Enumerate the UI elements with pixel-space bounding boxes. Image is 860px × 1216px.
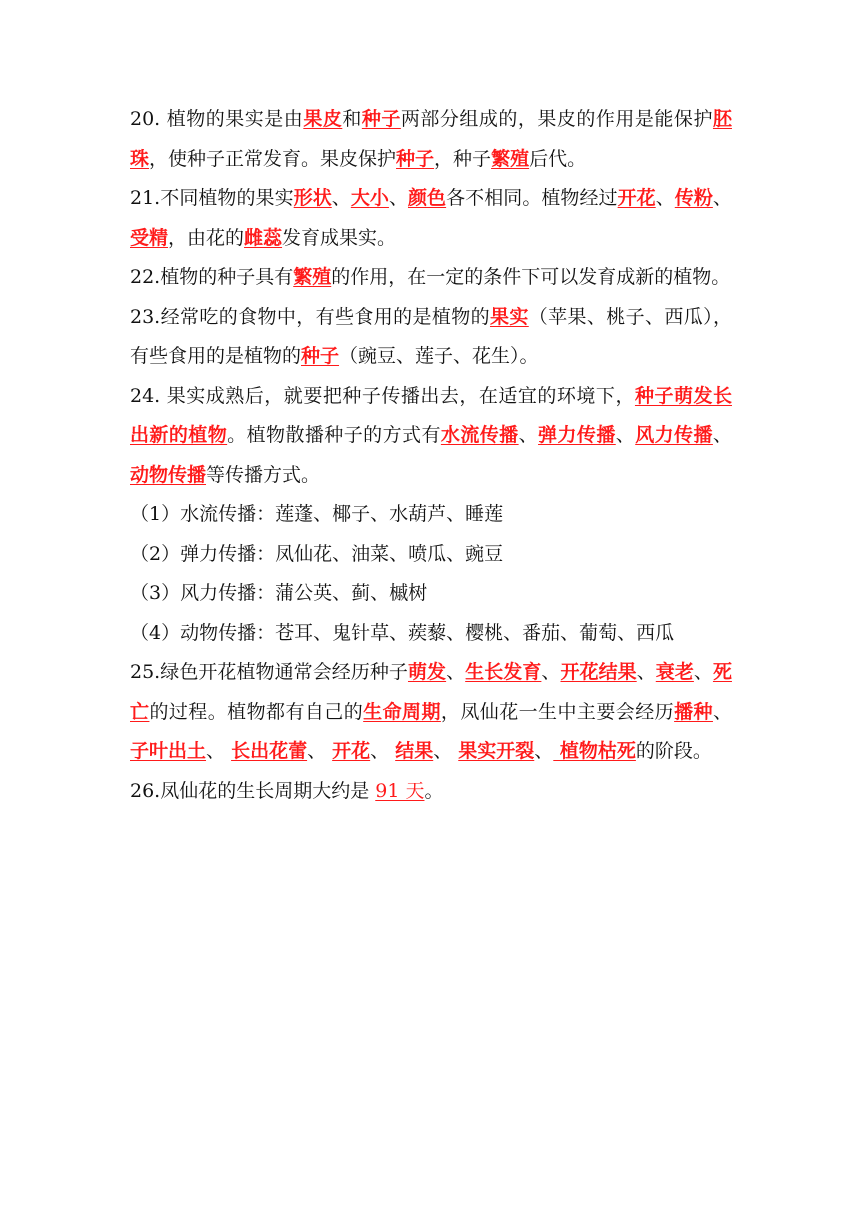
answer-blank: 果实开裂: [458, 740, 535, 762]
question-text: 23.经常吃的食物中，有些食用的是植物的: [130, 305, 490, 328]
question-text: 24. 果实成熟后，就要把种子传播出去，在适宜的环境下，: [130, 384, 635, 407]
question-q20: [130, 100, 732, 179]
question-text: 、: [331, 187, 351, 209]
answer-blank: 水流传播: [440, 424, 519, 446]
dispersal-examples: [130, 495, 732, 653]
question-text: 、: [712, 700, 732, 723]
question-q22: [130, 258, 732, 298]
question-text: 、: [307, 740, 333, 762]
questions-20-24: [130, 100, 732, 495]
answer-blank: 传粉: [674, 187, 713, 209]
answer-blank: 91 天: [375, 779, 425, 802]
question-text: 26.凤仙花的生长周期大约是: [130, 779, 376, 802]
answer-blank: 果皮: [303, 108, 343, 130]
answer-blank: 萌发: [407, 661, 447, 683]
question-text: 25.绿色开花植物通常会经历种子: [130, 661, 408, 683]
question-text: 各不相同。植物经过: [446, 187, 618, 209]
question-text: 、: [693, 661, 713, 683]
question-text: 、: [712, 187, 732, 209]
dispersal-example-line: （4）动物传播：苍耳、鬼针草、蒺藜、樱桃、番茄、葡萄、西瓜: [130, 621, 675, 644]
answer-blank: 风力传播: [635, 424, 713, 446]
answer-blank: 子叶出土: [130, 740, 207, 762]
question-text: 、: [446, 661, 466, 683]
answer-blank: 死亡: [130, 661, 732, 723]
questions-25-26: [130, 653, 732, 811]
question-text: 22.植物的种子具有: [130, 266, 294, 288]
question-text: 、: [615, 424, 636, 446]
dispersal-example-line: （2）弹力传播：凤仙花、油菜、喷瓜、豌豆: [130, 542, 504, 565]
question-q26: [130, 772, 732, 812]
answer-blank: 种子: [301, 345, 340, 367]
answer-blank: 形状: [293, 187, 332, 209]
question-q21: [130, 179, 732, 258]
question-text: 的阶段。: [635, 740, 712, 762]
answer-blank: 颜色: [408, 187, 447, 209]
question-text: 、: [541, 661, 561, 683]
question-text: 、: [534, 740, 554, 762]
question-text: 20. 植物的果实是由: [130, 108, 304, 130]
question-text: 的过程。植物都有自己的: [149, 700, 364, 723]
question-text: （豌豆、莲子、花生）。: [339, 345, 539, 367]
question-text: 发育成果实。: [282, 226, 397, 249]
answer-blank: 动物传播: [130, 463, 207, 486]
question-text: 的作用，在一定的条件下可以发育成新的植物。: [331, 266, 731, 288]
question-text: 21.不同植物的果实: [130, 187, 294, 209]
question-text: 、: [388, 187, 408, 209]
answer-blank: 弹力传播: [538, 424, 616, 446]
question-text: 、: [655, 187, 675, 209]
answer-blank: 大小: [350, 187, 389, 209]
question-text: 、: [206, 740, 232, 762]
question-text: 、: [370, 740, 396, 762]
answer-blank: 长出花蕾: [231, 740, 308, 762]
answer-blank: 开花: [332, 740, 371, 762]
question-q23: [130, 298, 732, 377]
answer-blank: 开花: [617, 187, 656, 209]
question-text: 两部分组成的，果皮的作用是能保护: [400, 108, 713, 130]
question-q25: [130, 653, 732, 772]
question-text: ，使种子正常发育。果皮保护: [149, 147, 397, 170]
answer-blank: 衰老: [655, 661, 694, 683]
question-text: ，凤仙花一生中主要会经历: [440, 700, 675, 723]
question-text: 后代。: [529, 147, 587, 170]
question-text: 、: [712, 424, 732, 446]
dispersal-example-line: （3）风力传播：蒲公英、蓟、槭树: [130, 582, 428, 604]
answer-blank: 种子萌发长出新的植物: [130, 384, 732, 446]
question-text: 和: [342, 108, 362, 130]
answer-blank: 胚珠: [130, 108, 732, 170]
answer-blank: 雌蕊: [244, 226, 283, 249]
question-text: 。植物散播种子的方式有: [227, 424, 441, 446]
question-text: ，由花的: [168, 226, 245, 249]
question-text: 。: [424, 779, 444, 802]
answer-blank: 植物枯死: [553, 740, 636, 762]
answer-blank: 播种: [674, 700, 713, 723]
question-text: 、: [636, 661, 656, 683]
question-text: ，种子: [434, 147, 492, 170]
question-q24: [130, 377, 732, 496]
answer-blank: 生命周期: [363, 700, 441, 723]
answer-blank: 种子: [361, 108, 401, 130]
question-text: 、: [518, 424, 539, 446]
answer-blank: 结果: [395, 740, 434, 762]
question-text: 、: [433, 740, 459, 762]
answer-blank: 种子: [396, 147, 435, 170]
question-text: （苹果、桃子、西瓜），有些食用的是植物的: [130, 305, 732, 367]
dispersal-example-line: （1）水流传播：莲蓬、椰子、水葫芦、睡莲: [130, 503, 504, 525]
question-text: 等传播方式。: [206, 463, 321, 486]
answer-blank: 生长发育: [465, 661, 542, 683]
answer-blank: 果实: [489, 305, 529, 328]
answer-blank: 受精: [130, 226, 169, 249]
answer-blank: 繁殖: [491, 147, 530, 170]
answer-blank: 繁殖: [293, 266, 332, 288]
answer-blank: 开花结果: [560, 661, 637, 683]
